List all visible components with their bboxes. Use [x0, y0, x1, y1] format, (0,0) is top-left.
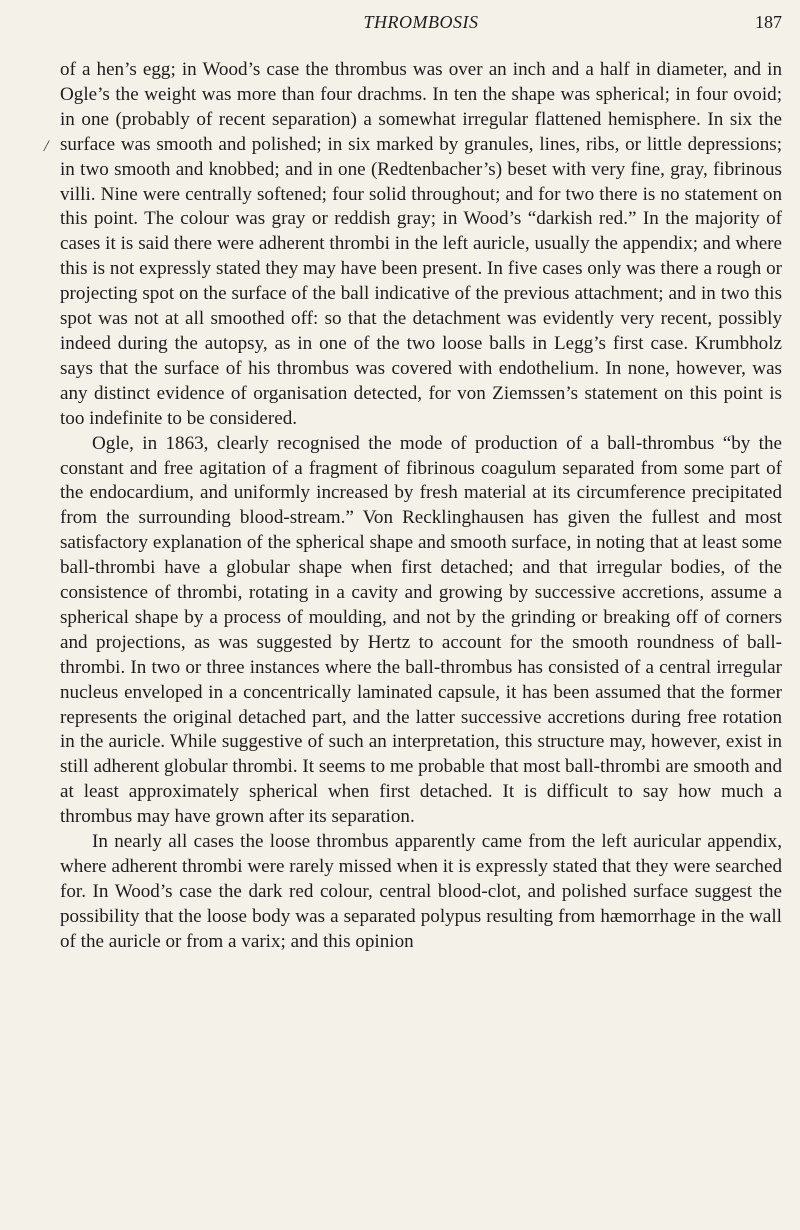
- paragraph-3: In nearly all cases the loose thrombus apparently came from the left auricular appendix, where adherent thrombi were rarely missed when it is expressly stated that they were searched for. In Wood’s case the dark red colour, central blood-clot, and polished surface suggest the possibility that the loose body was a separated polypus resulting from hæmorrhage in the wall of the auricle or from a varix; and this opinion: [60, 831, 782, 952]
- paragraph-1: of a hen’s egg; in Wood’s case the thrombus was over an inch and a half in diameter, and in Ogle’s the weight was more than four drachms. In ten the shape was spherical; in four ovoid; in one (probably of recent separation) a somewhat irregular flattened hemisphere. In six the surface was smooth and polished; in six marked by granules, lines, ribs, or little depressions; in two smooth and knobbed; and in one (Redtenbacher’s) beset with very fine, gray, fibrinous villi. Nine were centrally softened; four solid throughout; and for two there is no statement on this point. The colour was gray or reddish gray; in Wood’s “darkish red.” In the majority of cases it is said there were adherent thrombi in the left auricle, usually the appendix; and where this is not expressly stated they may have been present. In five cases only was there a rough or projecting spot on the surface of the ball indicative of the previous attachment; and in two this spot was not at all smoothed off: so that the detachment was evidently very recent, possibly indeed during the autopsy, as in one of the two loose balls in Legg’s first case. Krumbholz says that the surface of his thrombus was covered with endothelium. In none, however, was any distinct evidence of organisation detected, for von Ziemssen’s statement on this point is too indefinite to be considered.: [60, 59, 782, 429]
- page-number: 187: [755, 12, 782, 32]
- body-text: [60, 58, 782, 955]
- margin-mark: /: [44, 138, 49, 155]
- paragraph-2: Ogle, in 1863, clearly recognised the mode of production of a ball-thrombus “by the constant and free agitation of a fragment of fibrinous coagulum separated from some part of the endocardium, and uniformly increased by fresh material at its circumference precipitated from the surrounding blood-stream.” Von Recklinghausen has given the fullest and most satisfactory explanation of the spherical shape and smooth surface, in noting that at least some ball-thrombi have a globular shape when first detached; and that irregular bodies, of the consistence of thrombi, rotating in a cavity and growing by successive accretions, assume a spherical shape by a process of moulding, and not by the grinding or breaking off of corners and projections, as was suggested by Hertz to account for the smooth roundness of ball-thrombi. In two or three instances where the ball-thrombus has consisted of a central irregular nucleus enveloped in a concentrically laminated capsule, it has been assumed that the former represents the original detached part, and the latter successive accretions during free rotation in the auricle. While suggestive of such an interpretation, this structure may, however, exist in still adherent globular thrombi. It seems to me probable that most ball-thrombi are smooth and at least approximately spherical when first detached. It is difficult to say how much a thrombus may have grown after its separation.: [60, 432, 782, 828]
- running-title: THROMBOSIS: [363, 12, 479, 32]
- running-head: [60, 12, 782, 38]
